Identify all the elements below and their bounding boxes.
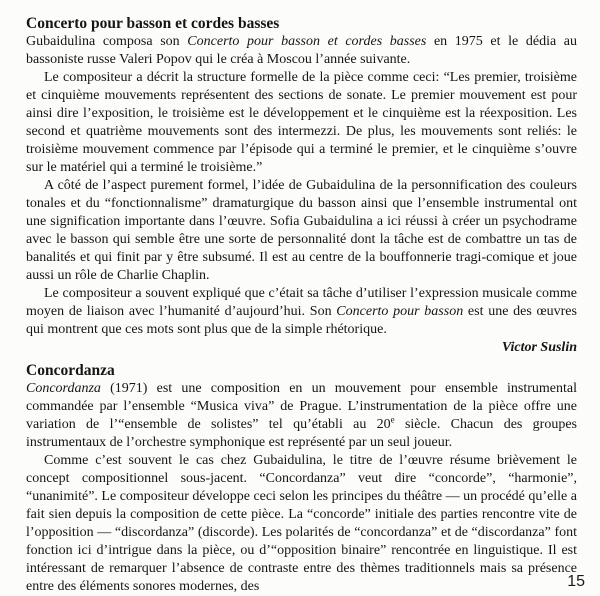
paragraph-concordanza-1 [26, 380, 577, 452]
paragraph-concerto-4 [26, 285, 577, 339]
text-run: Comme c’est souvent le cas chez Gubaidulina, le titre de l’œuvre résume brièvement le concept compositionnel sous-jacent. “Concordanza” veut dire “concorde”, “harmonie”, “unanimité”. Le compositeur développe ceci selon les principes du théâtre — un procédé qu’elle a fait sien depuis la composition de cette pièce. La “concorde” initiale des parties rencontre vite de l’opposition — “discordanza” (discorde). Les polarités de “concordanza” et de “discordanza” font fonction ici d’intrigue dans la pièce, ou d’“opposition binaire” rencontrée en linguistique. Il est intéressant de remarquer l’absence de contraste entre des thèmes traditionnels mais sa présence entre des éléments sonores modernes, des [26, 453, 577, 594]
paragraph-concordanza-2 [26, 452, 577, 596]
paragraph-concerto-3 [26, 177, 577, 285]
text-run: Gubaidulina composa son [26, 34, 188, 49]
section-heading-concordanza: Concordanza [26, 362, 115, 379]
text-run: Le compositeur a décrit la structure formelle de la pièce comme ceci: “Les premier, troisième et cinquième mouvements représentent des sections de sonate. Le premier mouvement est pour ainsi dire l’exposition, le troisième est le développement et le cinquième est la réexposition. Les second et quatrième mouvements sont des intermezzi. De plus, les mouvements sont reliés: le troisième mouvement commence par l’épisode qui a terminé le premier, et le cinquième s’ouvre sur le matériel qui a terminé le troisième.” [26, 70, 577, 175]
work-title-italic: Concerto pour basson et cordes basses [187, 34, 427, 49]
section-heading-concerto: Concerto pour basson et cordes basses [26, 15, 280, 32]
page-number: 15 [567, 573, 585, 590]
text-run: A côté de l’aspect purement formel, l’idée de Gubaidulina de la personnification des couleurs tonales et du “fonctionnalisme” dramaturgique du basson ainsi que l’ensemble instrumental ont une signification importante dans l’œuvre. Sofia Gubaidulina a ici réussi à créer un psychodrame avec le basson qui semble être une sorte de personnalité dont la tâche est de combattre un tas de banalités et qui finit par y être subsumé. Il est au centre de la bouffonnerie tragi-comique et joue aussi un rôle de Charlie Chaplin. [26, 178, 577, 283]
text-run: Le compositeur a souvent expliqué que c’était sa tâche d’utiliser l’expression musicale comme moyen de liaison avec l’humanité d’aujourd’hui. Son [26, 286, 577, 319]
work-title-italic: Concerto pour basson [336, 304, 464, 319]
work-title-italic: Concordanza [26, 381, 101, 396]
text-run: e [390, 414, 395, 425]
text-run: siècle. Chacun des groupes instrumentaux de l’orchestre symphonique est représenté par un seul joueur. [26, 417, 577, 450]
paragraph-concerto-1 [26, 33, 577, 69]
paragraph-concerto-2 [26, 69, 577, 177]
text-run: est une des œuvres qui montrent que ces mots sont plus que de la simple rhétorique. [26, 304, 577, 337]
text-run: (1971) est une composition en un mouvement pour ensemble instrumental commandée par l’ensemble “Musica viva” de Prague. L’instrumentation de la pièce offre une variation de l’“ensemble de solistes” tel qu’établi au 20 [26, 381, 577, 432]
author-byline: Victor Suslin [501, 340, 577, 355]
text-run: en 1975 et le dédia au bassoniste russe Valeri Popov qui le créa à Moscou l’année suivante. [26, 34, 578, 67]
